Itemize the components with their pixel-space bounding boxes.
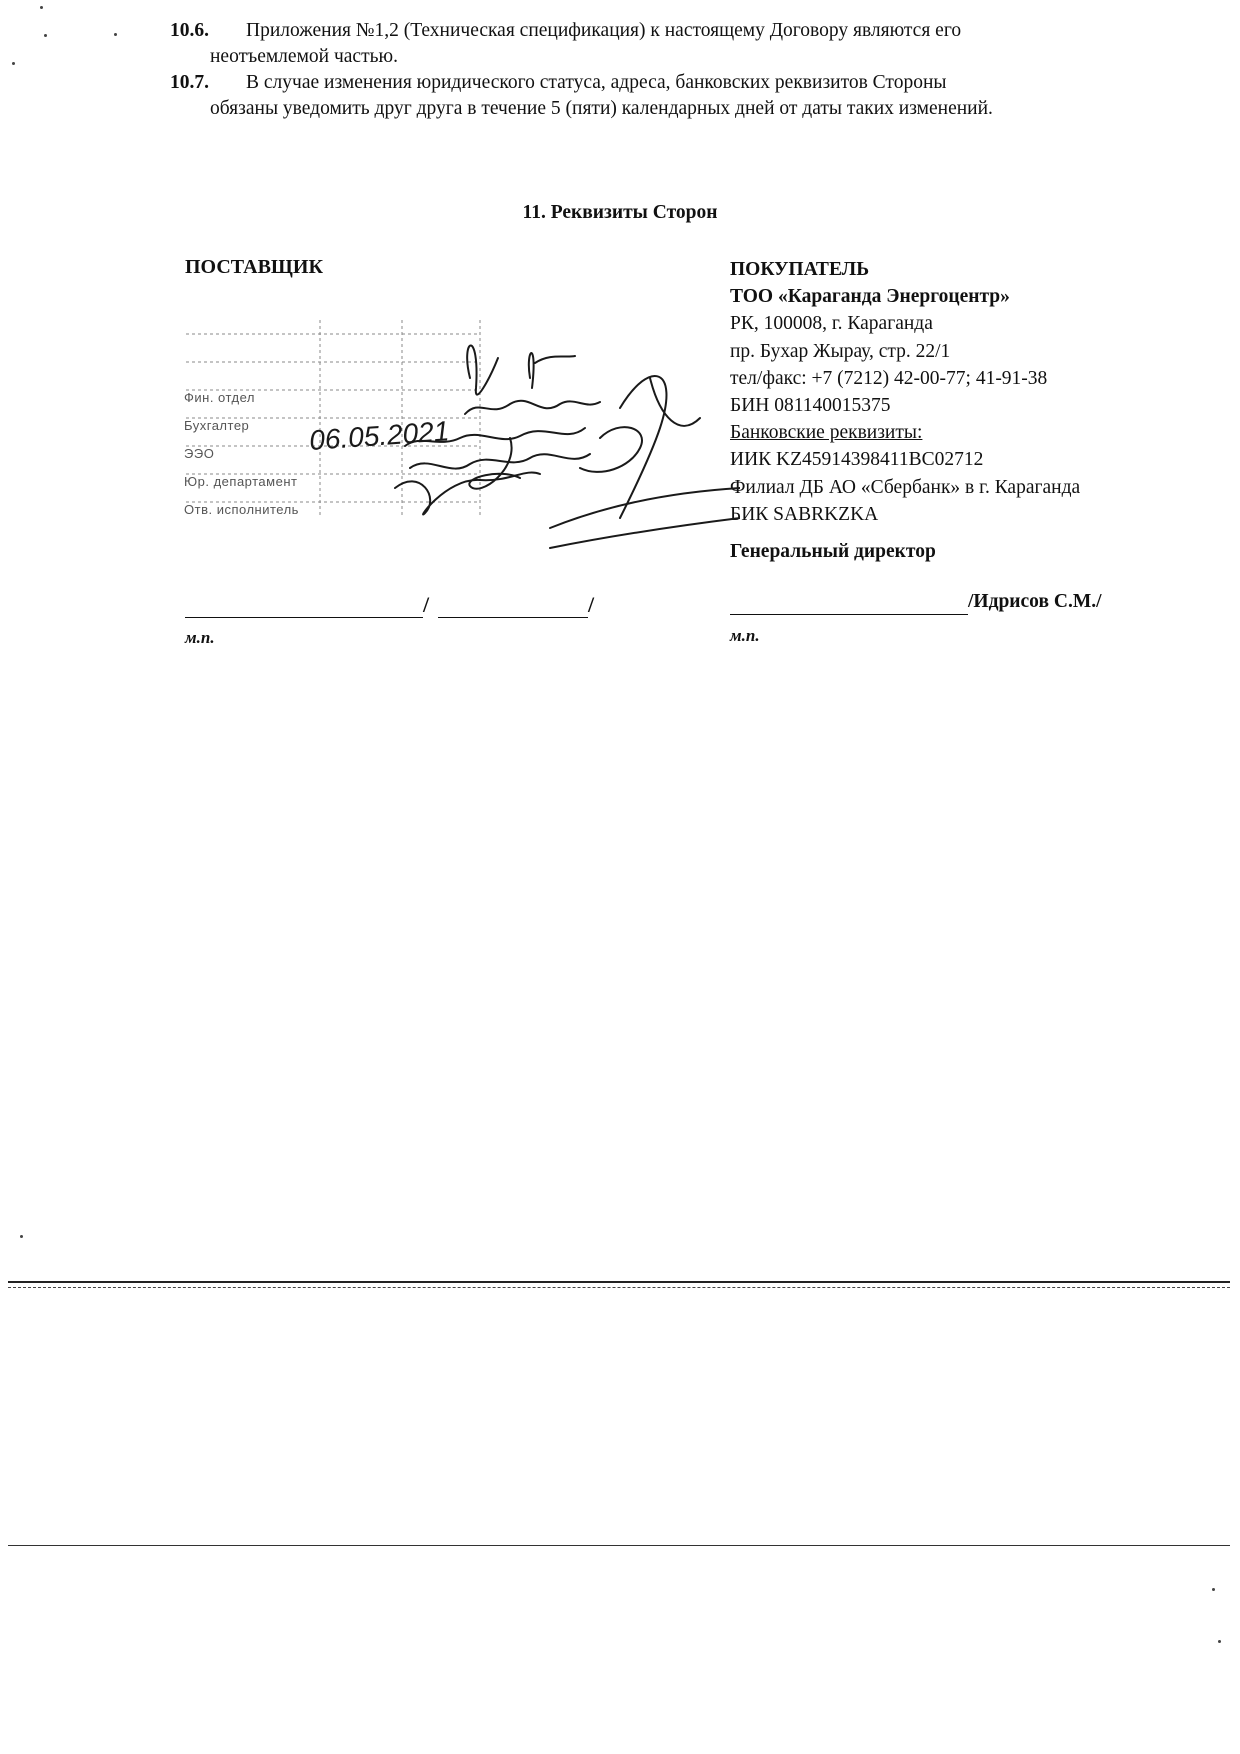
buyer-signature-line	[730, 614, 968, 615]
buyer-details	[730, 256, 1080, 528]
clause-10-6	[170, 18, 1120, 70]
buyer-seal-mark: м.п.	[730, 626, 760, 645]
scan-speck	[1218, 1640, 1221, 1643]
scan-speck	[12, 62, 15, 65]
page-divider	[8, 1281, 1230, 1283]
clause-text-rest: неотъемлемой частью.	[210, 46, 398, 67]
buyer-iik: ИИК KZ45914398411BC02712	[730, 449, 984, 471]
buyer-label: ПОКУПАТЕЛЬ	[730, 259, 870, 280]
page-divider	[8, 1545, 1230, 1546]
supplier-seal-mark: м.п.	[185, 628, 215, 647]
buyer-bin: БИН 081140015375	[730, 395, 891, 417]
director-title: Генеральный директор	[730, 541, 936, 562]
buyer-bank: Филиал ДБ АО «Сбербанк» в г. Караганда	[730, 476, 1081, 498]
supplier-label: ПОСТАВЩИК	[185, 256, 323, 278]
scan-speck	[114, 33, 117, 36]
svg-text:06.05.2021: 06.05.2021	[308, 415, 451, 456]
signature-slash: /	[423, 592, 430, 617]
supplier-name-line	[438, 617, 588, 618]
scan-speck	[1212, 1588, 1215, 1591]
buyer-bik: БИК SABRKZKA	[730, 503, 879, 525]
clause-10-7	[170, 70, 1120, 122]
scan-speck	[40, 6, 43, 9]
stamp-row-label: Юр. департамент	[184, 474, 298, 489]
clause-number: 10.7.	[170, 72, 209, 93]
page-divider	[8, 1287, 1230, 1288]
buyer-address-line1: РК, 100008, г. Караганда	[730, 313, 933, 335]
scan-speck	[44, 34, 47, 37]
stamp-row-label: Бухгалтер	[184, 418, 250, 433]
stamp-row-label: Фин. отдел	[184, 390, 255, 405]
stamp-row-label: ЭЭО	[184, 446, 215, 461]
supplier-signature-line	[185, 617, 423, 618]
clause-text-first: Приложения №1,2 (Техническая спецификация) к настоящему Договору являются его	[246, 20, 962, 41]
section-title: 11. Реквизиты Сторон	[522, 202, 718, 223]
buyer-phone: тел/факс: +7 (7212) 42-00-77; 41-91-38	[730, 367, 1048, 389]
stamp-row-label: Отв. исполнитель	[184, 502, 299, 517]
clause-text-first: В случае изменения юридического статуса, адреса, банковских реквизитов Стороны	[246, 72, 947, 93]
signature-slash: /	[588, 592, 595, 617]
buyer-address-line2: пр. Бухар Жырау, стр. 22/1	[730, 340, 951, 362]
buyer-signer-name: /Идрисов С.М./	[968, 591, 1102, 612]
scan-speck	[20, 1235, 23, 1238]
supplier-approval-stamp	[180, 318, 740, 558]
buyer-company: ТОО «Караганда Энергоцентр»	[730, 286, 1010, 308]
stamp-signatures-graphic	[180, 318, 740, 558]
clause-text-rest: обязаны уведомить друг друга в течение 5 (пяти) календарных дней от даты таких изменений.	[210, 98, 993, 119]
clause-number: 10.6.	[170, 20, 209, 41]
buyer-bank-heading: Банковские реквизиты:	[730, 422, 923, 444]
